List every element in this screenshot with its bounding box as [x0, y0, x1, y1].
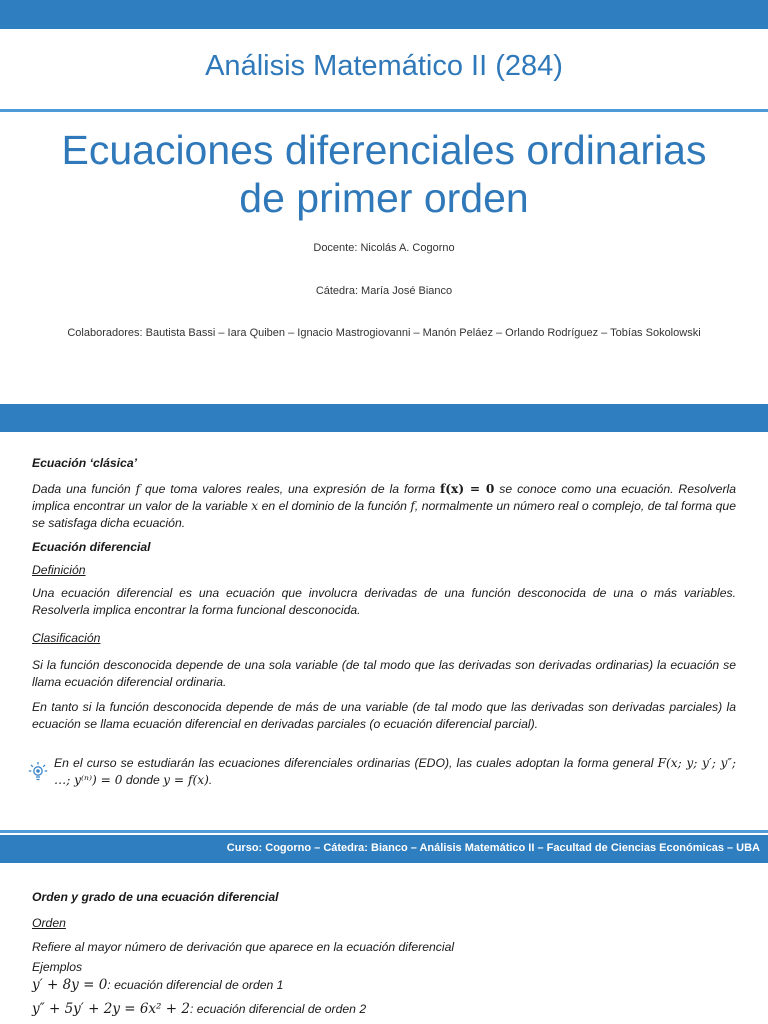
colaboradores-line: Colaboradores: Bautista Bassi – Iara Quiben – Ignacio Mastrogiovanni – Manón Peláez – Orlando Rodríguez – Tobías Sokolowski	[67, 327, 701, 339]
page-title	[0, 126, 768, 222]
heading-ecuacion-diferencial: Ecuación diferencial	[32, 540, 151, 554]
docente-line: Docente: Nicolás A. Cogorno	[313, 242, 455, 254]
label-ejemplos: Ejemplos	[32, 960, 83, 974]
lightbulb-icon	[28, 761, 48, 785]
catedra-line: Cátedra: María José Bianco	[315, 285, 453, 297]
label-clasificacion: Clasificación	[32, 631, 101, 645]
course-title: Análisis Matemático II (284)	[205, 50, 563, 82]
label-orden: Orden	[32, 916, 66, 930]
note-edo-general-form: En el curso se estudiarán las ecuaciones diferenciales ordinarias (EDO), las cuales adoptan la forma general F(x; y; y′; y″; …; y⁽ⁿ⁾) = 0 donde y = f(x).	[54, 756, 736, 787]
paragraph-orden: Refiere al mayor número de derivación que aparece en la ecuación diferencial	[32, 940, 455, 954]
title-rule	[0, 109, 768, 112]
heading-ecuacion-clasica: Ecuación ‘clásica’	[32, 456, 138, 470]
section-divider-band	[0, 404, 768, 432]
title-line-1: Ecuaciones diferenciales ordinarias	[61, 127, 707, 173]
footer-rule	[0, 830, 768, 833]
example-orden-2: y″ + 5y′ + 2y = 6x² + 2: ecuación diferencial de orden 2	[32, 1001, 367, 1017]
paragraph-ecuacion-clasica: Dada una función f que toma valores reales, una expresión de la forma f(x) = 0 se conoce como una ecuación. Resolverla implica encontrar un valor de la variable x en el dominio de la función f, normalmente un número real o complejo, de tal forma que se satisfaga dicha ecuación.	[32, 482, 736, 530]
heading-orden-grado: Orden y grado de una ecuación diferencial	[32, 890, 279, 904]
example-orden-1: y′ + 8y = 0: ecuación diferencial de orden 1	[32, 977, 284, 993]
paragraph-definicion: Una ecuación diferencial es una ecuación que involucra derivadas de una función desconocida de una o más variables. Resolverla implica encontrar la forma funcional desconocida.	[32, 586, 736, 617]
top-banner	[0, 0, 768, 29]
paragraph-clasificacion-2: En tanto si la función desconocida depende de más de una variable (de tal modo que las derivadas son derivadas parciales) la ecuación se llama ecuación diferencial en derivadas parciales (o ecuación diferencial parcial).	[32, 700, 736, 731]
title-line-2: de primer orden	[239, 175, 529, 221]
label-definicion: Definición	[32, 563, 86, 577]
footer-course-info: Curso: Cogorno – Cátedra: Bianco – Análisis Matemático II – Facultad de Ciencias Económicas – UBA	[226, 842, 760, 854]
paragraph-clasificacion-1: Si la función desconocida depende de una sola variable (de tal modo que las derivadas son derivadas ordinarias) la ecuación se llama ecuación diferencial ordinaria.	[32, 658, 736, 689]
